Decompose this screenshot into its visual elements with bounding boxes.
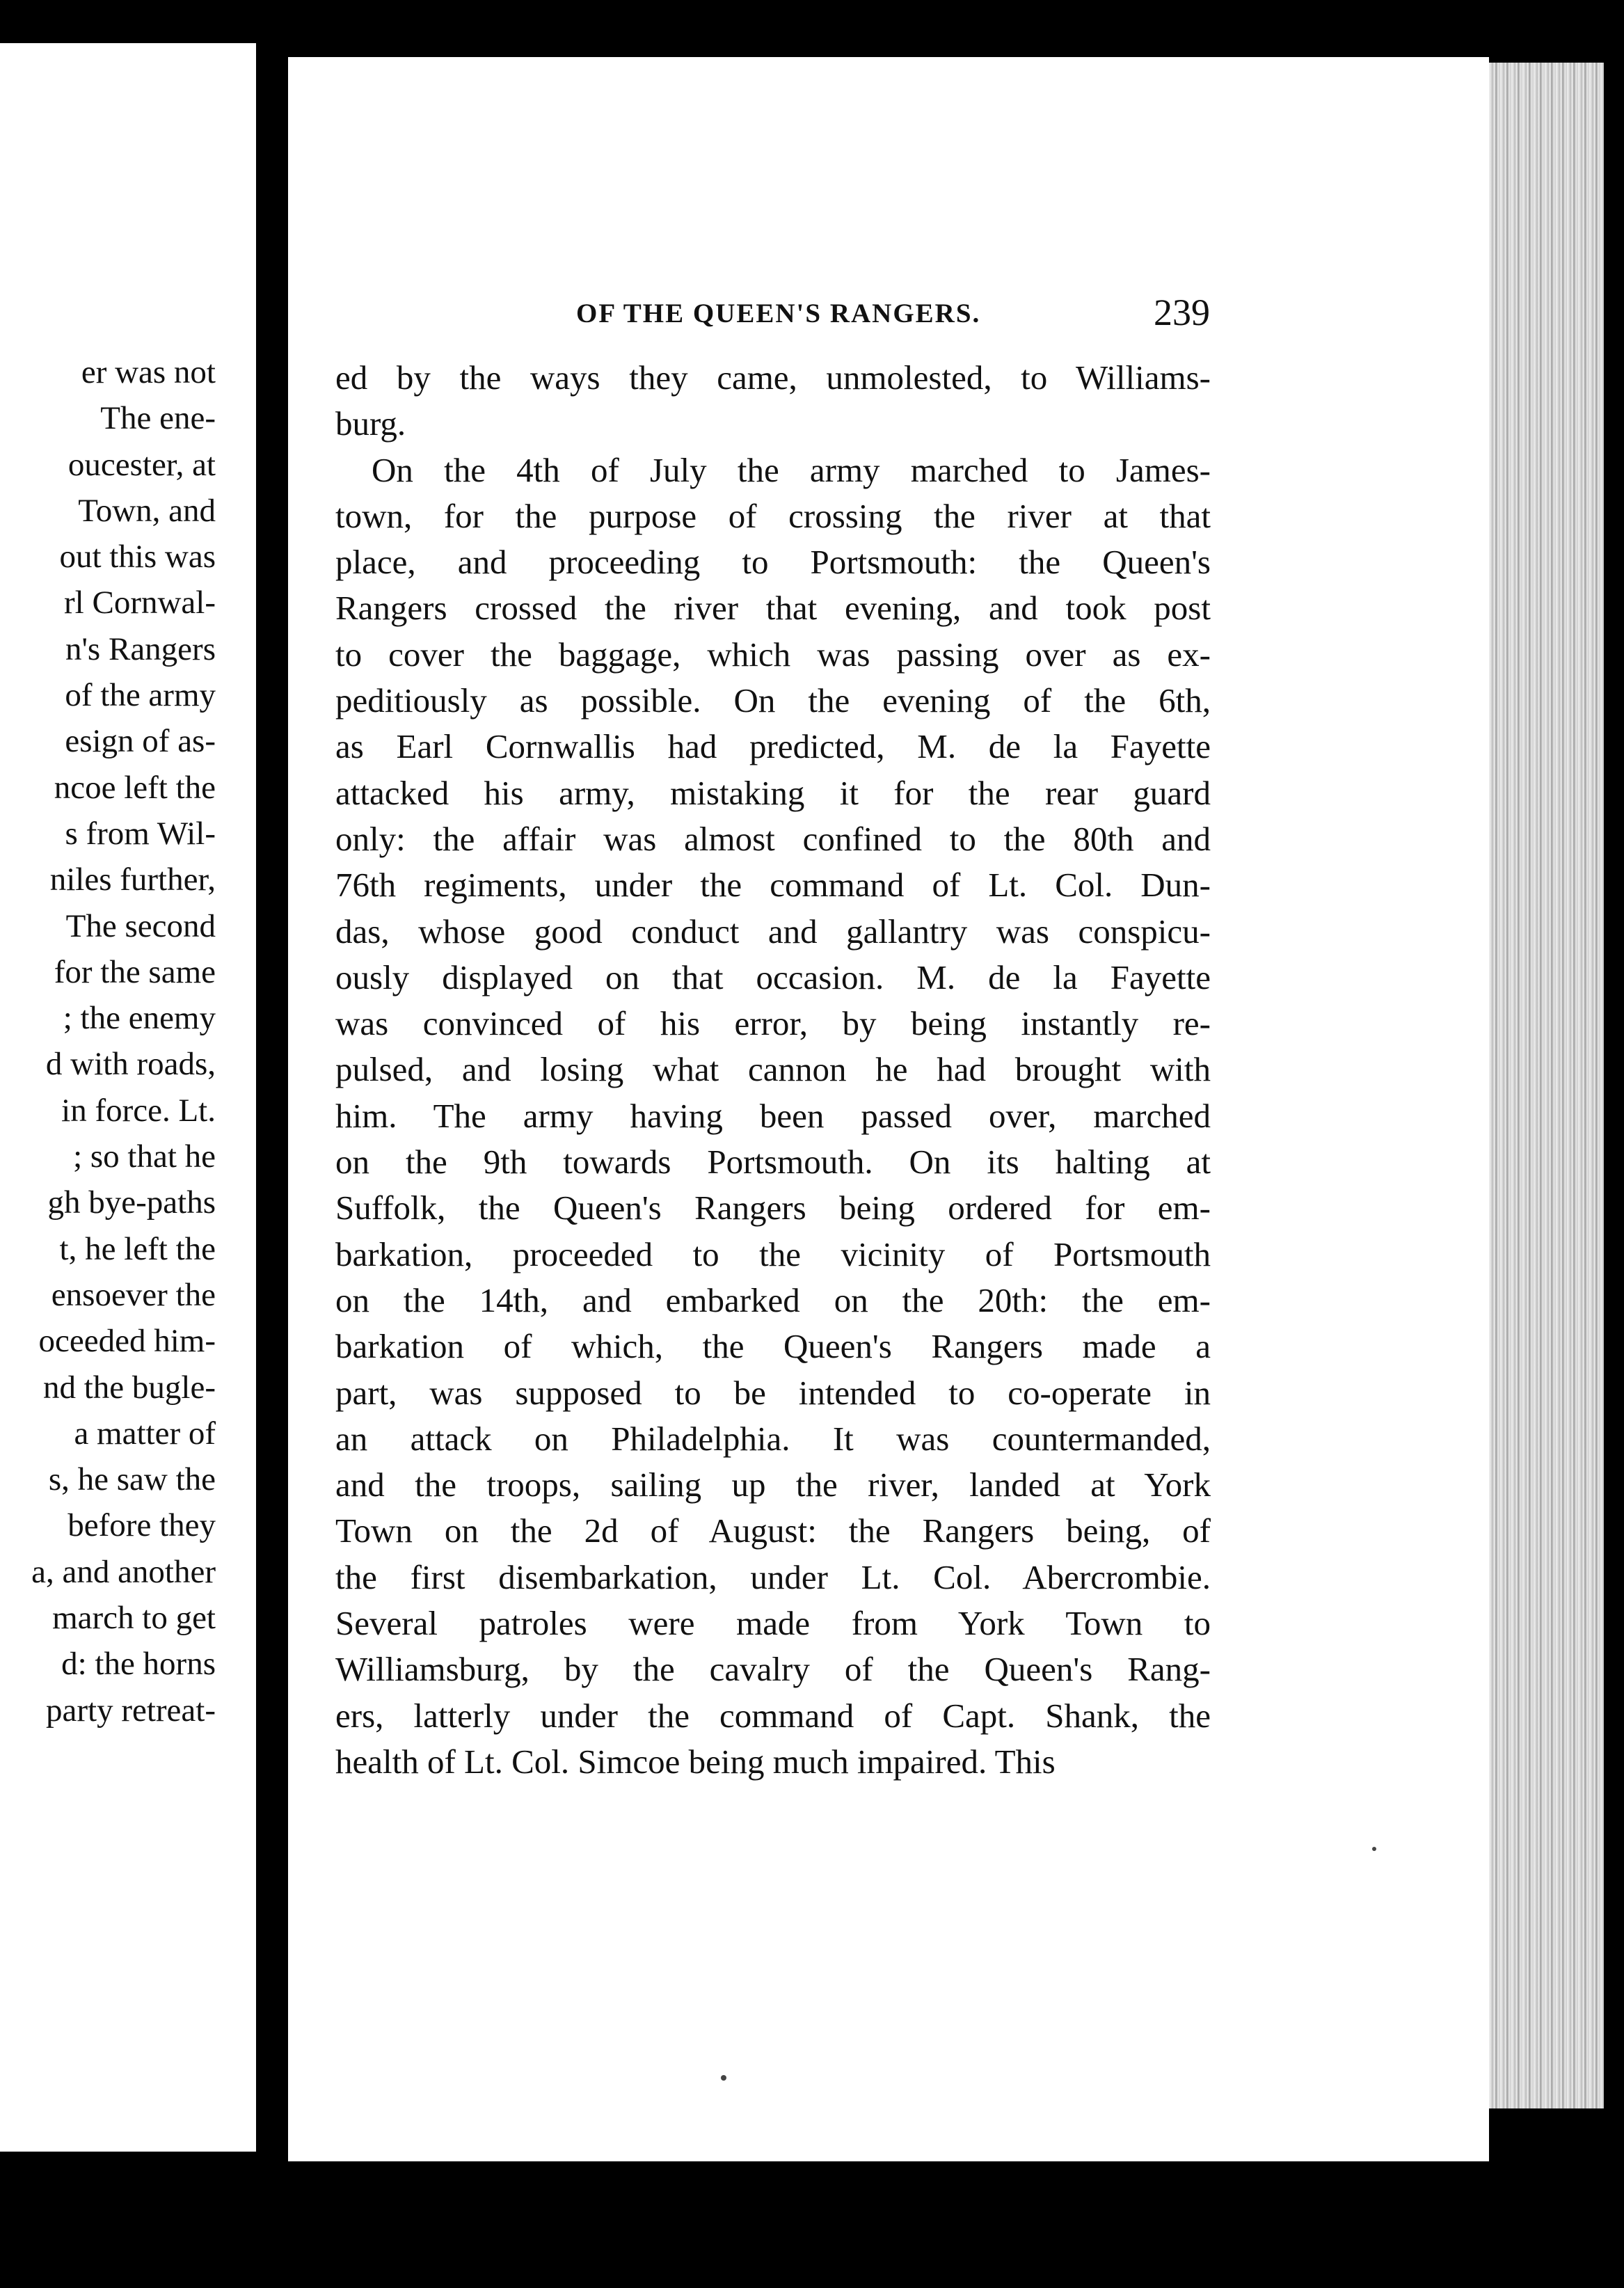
- text-line: him. The army having been passed over, marched: [335, 1096, 1211, 1135]
- text-line: part, was supposed to be intended to co-operate in: [335, 1373, 1211, 1412]
- facing-line: a matter of: [74, 1415, 216, 1452]
- facing-line: rl Cornwal-: [64, 585, 216, 621]
- facing-page: [0, 43, 256, 2152]
- facing-line: s from Wil-: [65, 815, 216, 852]
- text-line: town, for the purpose of crossing the river at that: [335, 496, 1211, 535]
- text-line: place, and proceeding to Portsmouth: the Queen's: [335, 543, 1211, 582]
- facing-line: The ene-: [100, 400, 216, 437]
- text-line: ers, latterly under the command of Capt. Shank, the: [335, 1696, 1211, 1735]
- text-line: an attack on Philadelphia. It was countermanded,: [335, 1419, 1211, 1458]
- facing-line: ; the enemy: [63, 1000, 216, 1037]
- facing-line: esign of as-: [65, 723, 216, 760]
- text-line: pulsed, and losing what cannon he had brought with: [335, 1050, 1211, 1089]
- text-line: on the 9th towards Portsmouth. On its halting at: [335, 1143, 1211, 1182]
- page-fore-edge: [1489, 63, 1604, 2108]
- running-head: OF THE QUEEN'S RANGERS.: [576, 299, 981, 328]
- facing-line: d: the horns: [61, 1646, 216, 1683]
- text-line: the first disembarkation, under Lt. Col. Abercrombie.: [335, 1557, 1211, 1596]
- facing-line: d with roads,: [45, 1046, 216, 1083]
- facing-line: niles further,: [49, 861, 216, 898]
- paper-speck: [721, 2075, 726, 2081]
- facing-line: before they: [67, 1507, 216, 1544]
- facing-line: s, he saw the: [48, 1461, 216, 1498]
- facing-line: ncoe left the: [54, 769, 216, 806]
- text-line: Rangers crossed the river that evening, and took post: [335, 589, 1211, 628]
- text-line: das, whose good conduct and gallantry was conspicu-: [335, 912, 1211, 951]
- text-line: 76th regiments, under the command of Lt. Col. Dun-: [335, 866, 1211, 905]
- facing-line: t, he left the: [59, 1230, 216, 1267]
- text-line: barkation of which, the Queen's Rangers made a: [335, 1327, 1211, 1366]
- facing-line: march to get: [52, 1600, 216, 1637]
- text-line: Several patroles were made from York Town to: [335, 1604, 1211, 1643]
- facing-line: in force. Lt.: [61, 1092, 216, 1129]
- facing-line: The second: [65, 907, 216, 944]
- text-line: health of Lt. Col. Simcoe being much impaired. This: [335, 1742, 1056, 1781]
- facing-line: gh bye-paths: [47, 1184, 216, 1221]
- facing-line: out this was: [59, 539, 216, 575]
- text-line: ed by the ways they came, unmolested, to Williams-: [335, 358, 1211, 397]
- text-line: On the 4th of July the army marched to James-: [372, 450, 1211, 489]
- facing-line: nd the bugle-: [43, 1369, 216, 1406]
- text-line: on the 14th, and embarked on the 20th: the em-: [335, 1280, 1211, 1319]
- facing-page-text: [7, 349, 216, 1733]
- text-line: barkation, proceeded to the vicinity of Portsmouth: [335, 1234, 1211, 1273]
- text-line: ously displayed on that occasion. M. de la Fayette: [335, 958, 1211, 996]
- facing-line: n's Rangers: [65, 630, 216, 667]
- facing-line: a, and another: [31, 1553, 216, 1590]
- facing-line: Town, and: [78, 492, 216, 529]
- body-text: [335, 355, 1211, 1785]
- page-number: 239: [1154, 292, 1210, 333]
- facing-line: for the same: [54, 953, 216, 990]
- text-line: Suffolk, the Queen's Rangers being ordered for em-: [335, 1189, 1211, 1228]
- text-line: burg.: [335, 404, 406, 443]
- facing-line: of the army: [65, 677, 216, 714]
- facing-line: party retreat-: [46, 1692, 216, 1729]
- text-line: Williamsburg, by the cavalry of the Queen's Rang-: [335, 1650, 1211, 1689]
- paper-speck: [1372, 1847, 1376, 1851]
- text-line: peditiously as possible. On the evening of the 6th,: [335, 681, 1211, 720]
- text-line: as Earl Cornwallis had predicted, M. de la Fayette: [335, 727, 1211, 766]
- text-line: only: the affair was almost confined to the 80th and: [335, 819, 1211, 858]
- facing-line: ; so that he: [73, 1138, 216, 1175]
- book-gutter: [256, 0, 288, 2288]
- text-line: was convinced of his error, by being instantly re-: [335, 1004, 1211, 1043]
- facing-line: oucester, at: [67, 446, 216, 483]
- text-line: attacked his army, mistaking it for the rear guard: [335, 773, 1211, 812]
- text-line: and the troops, sailing up the river, landed at York: [335, 1465, 1211, 1504]
- text-line: Town on the 2d of August: the Rangers being, of: [335, 1511, 1211, 1550]
- facing-line: er was not: [81, 354, 216, 390]
- text-line: to cover the baggage, which was passing over as ex-: [335, 635, 1211, 674]
- facing-line: ensoever the: [51, 1276, 216, 1313]
- facing-line: oceeded him-: [38, 1323, 216, 1360]
